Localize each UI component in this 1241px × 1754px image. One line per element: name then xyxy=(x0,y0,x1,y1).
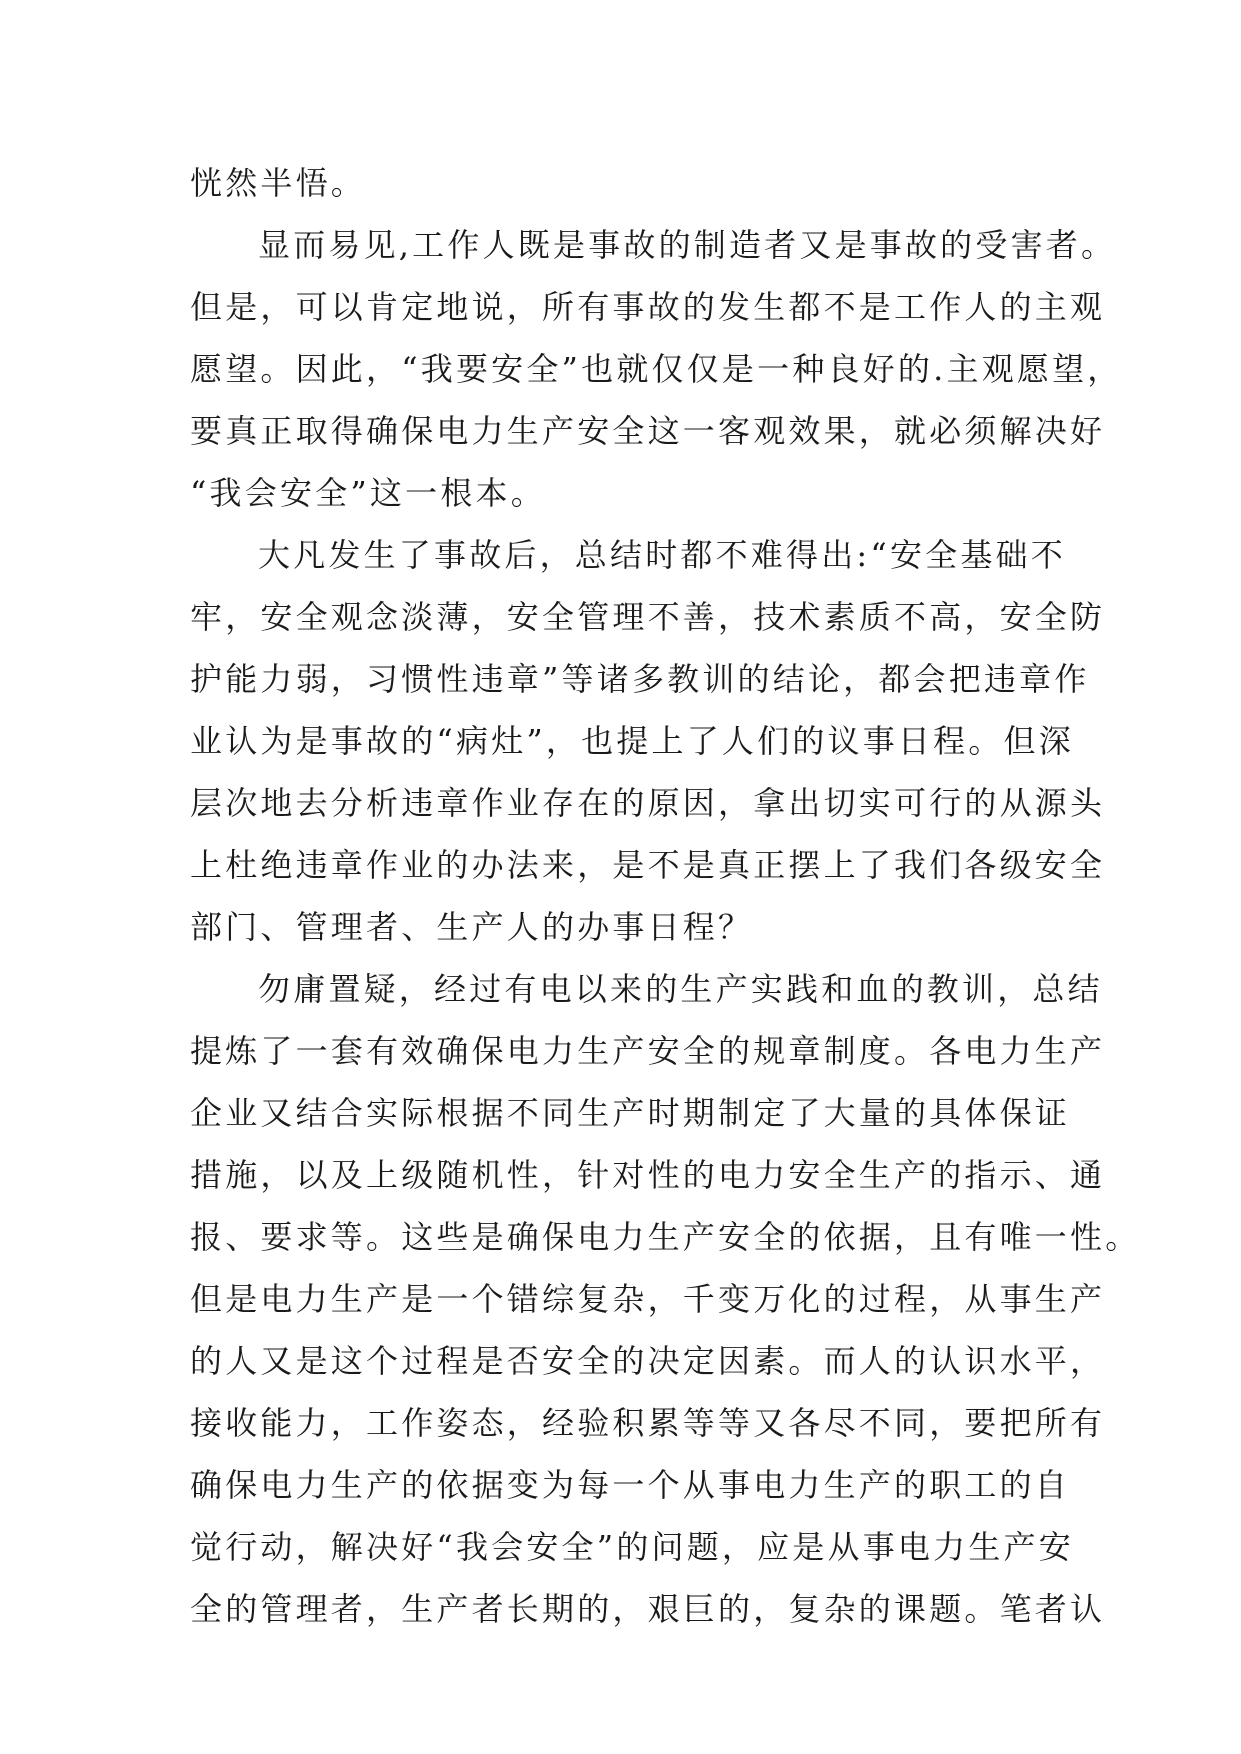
text-line: 觉行动，解决好“我会安全”的问题，应是从事电力生产安 xyxy=(190,1528,1074,1566)
body-text xyxy=(190,152,1141,1640)
text-line: 报、要求等。这些是确保电力生产安全的依据，且有唯一性。 xyxy=(190,1218,1141,1256)
text-line: 业认为是事故的“病灶”，也提上了人们的议事日程。但深 xyxy=(190,722,1074,760)
text-line: 企业又结合实际根据不同生产时期制定了大量的具体保证 xyxy=(190,1094,1071,1132)
text-line: “我会安全”这一根本。 xyxy=(190,474,546,512)
text-line: 勿庸置疑，经过有电以来的生产实践和血的教训，总结 xyxy=(258,970,1103,1008)
text-line: 的人又是这个过程是否安全的决定因素。而人的认识水平， xyxy=(190,1342,1106,1380)
text-line: 全的管理者，生产者长期的，艰巨的，复杂的课题。笔者认 xyxy=(190,1590,1106,1628)
text-line: 护能力弱，习惯性违章”等诸多教训的结论，都会把违章作 xyxy=(190,660,1090,698)
text-line: 大凡发生了事故后，总结时都不难得出:“安全基础不 xyxy=(258,536,1066,574)
text-line: 要真正取得确保电力生产安全这一客观效果，就必须解决好 xyxy=(190,412,1106,450)
text-line: 层次地去分析违章作业存在的原因，拿出切实可行的从源头 xyxy=(190,784,1106,822)
text-line: 提炼了一套有效确保电力生产安全的规章制度。各电力生产 xyxy=(190,1032,1106,1070)
text-line: 恍然半悟。 xyxy=(190,164,367,202)
text-line: 显而易见,工作人既是事故的制造者又是事故的受害者。 xyxy=(258,226,1117,264)
text-line: 措施，以及上级随机性，针对性的电力安全生产的指示、通 xyxy=(190,1156,1106,1194)
text-line: 但是电力生产是一个错综复杂，千变万化的过程，从事生产 xyxy=(190,1280,1106,1318)
text-line: 接收能力，工作姿态，经验积累等等又各尽不同，要把所有 xyxy=(190,1404,1106,1442)
text-line: 确保电力生产的依据变为每一个从事电力生产的职工的自 xyxy=(190,1466,1071,1504)
text-line: 牢，安全观念淡薄，安全管理不善，技术素质不高，安全防 xyxy=(190,598,1106,636)
text-line: 愿望。因此，“我要安全”也就仅仅是一种良好的.主观愿望， xyxy=(190,350,1123,388)
text-line: 但是，可以肯定地说，所有事故的发生都不是工作人的主观 xyxy=(190,288,1106,326)
text-line: 上杜绝违章作业的办法来，是不是真正摆上了我们各级安全 xyxy=(190,846,1106,884)
text-line: 部门、管理者、生产人的办事日程？ xyxy=(190,908,754,946)
